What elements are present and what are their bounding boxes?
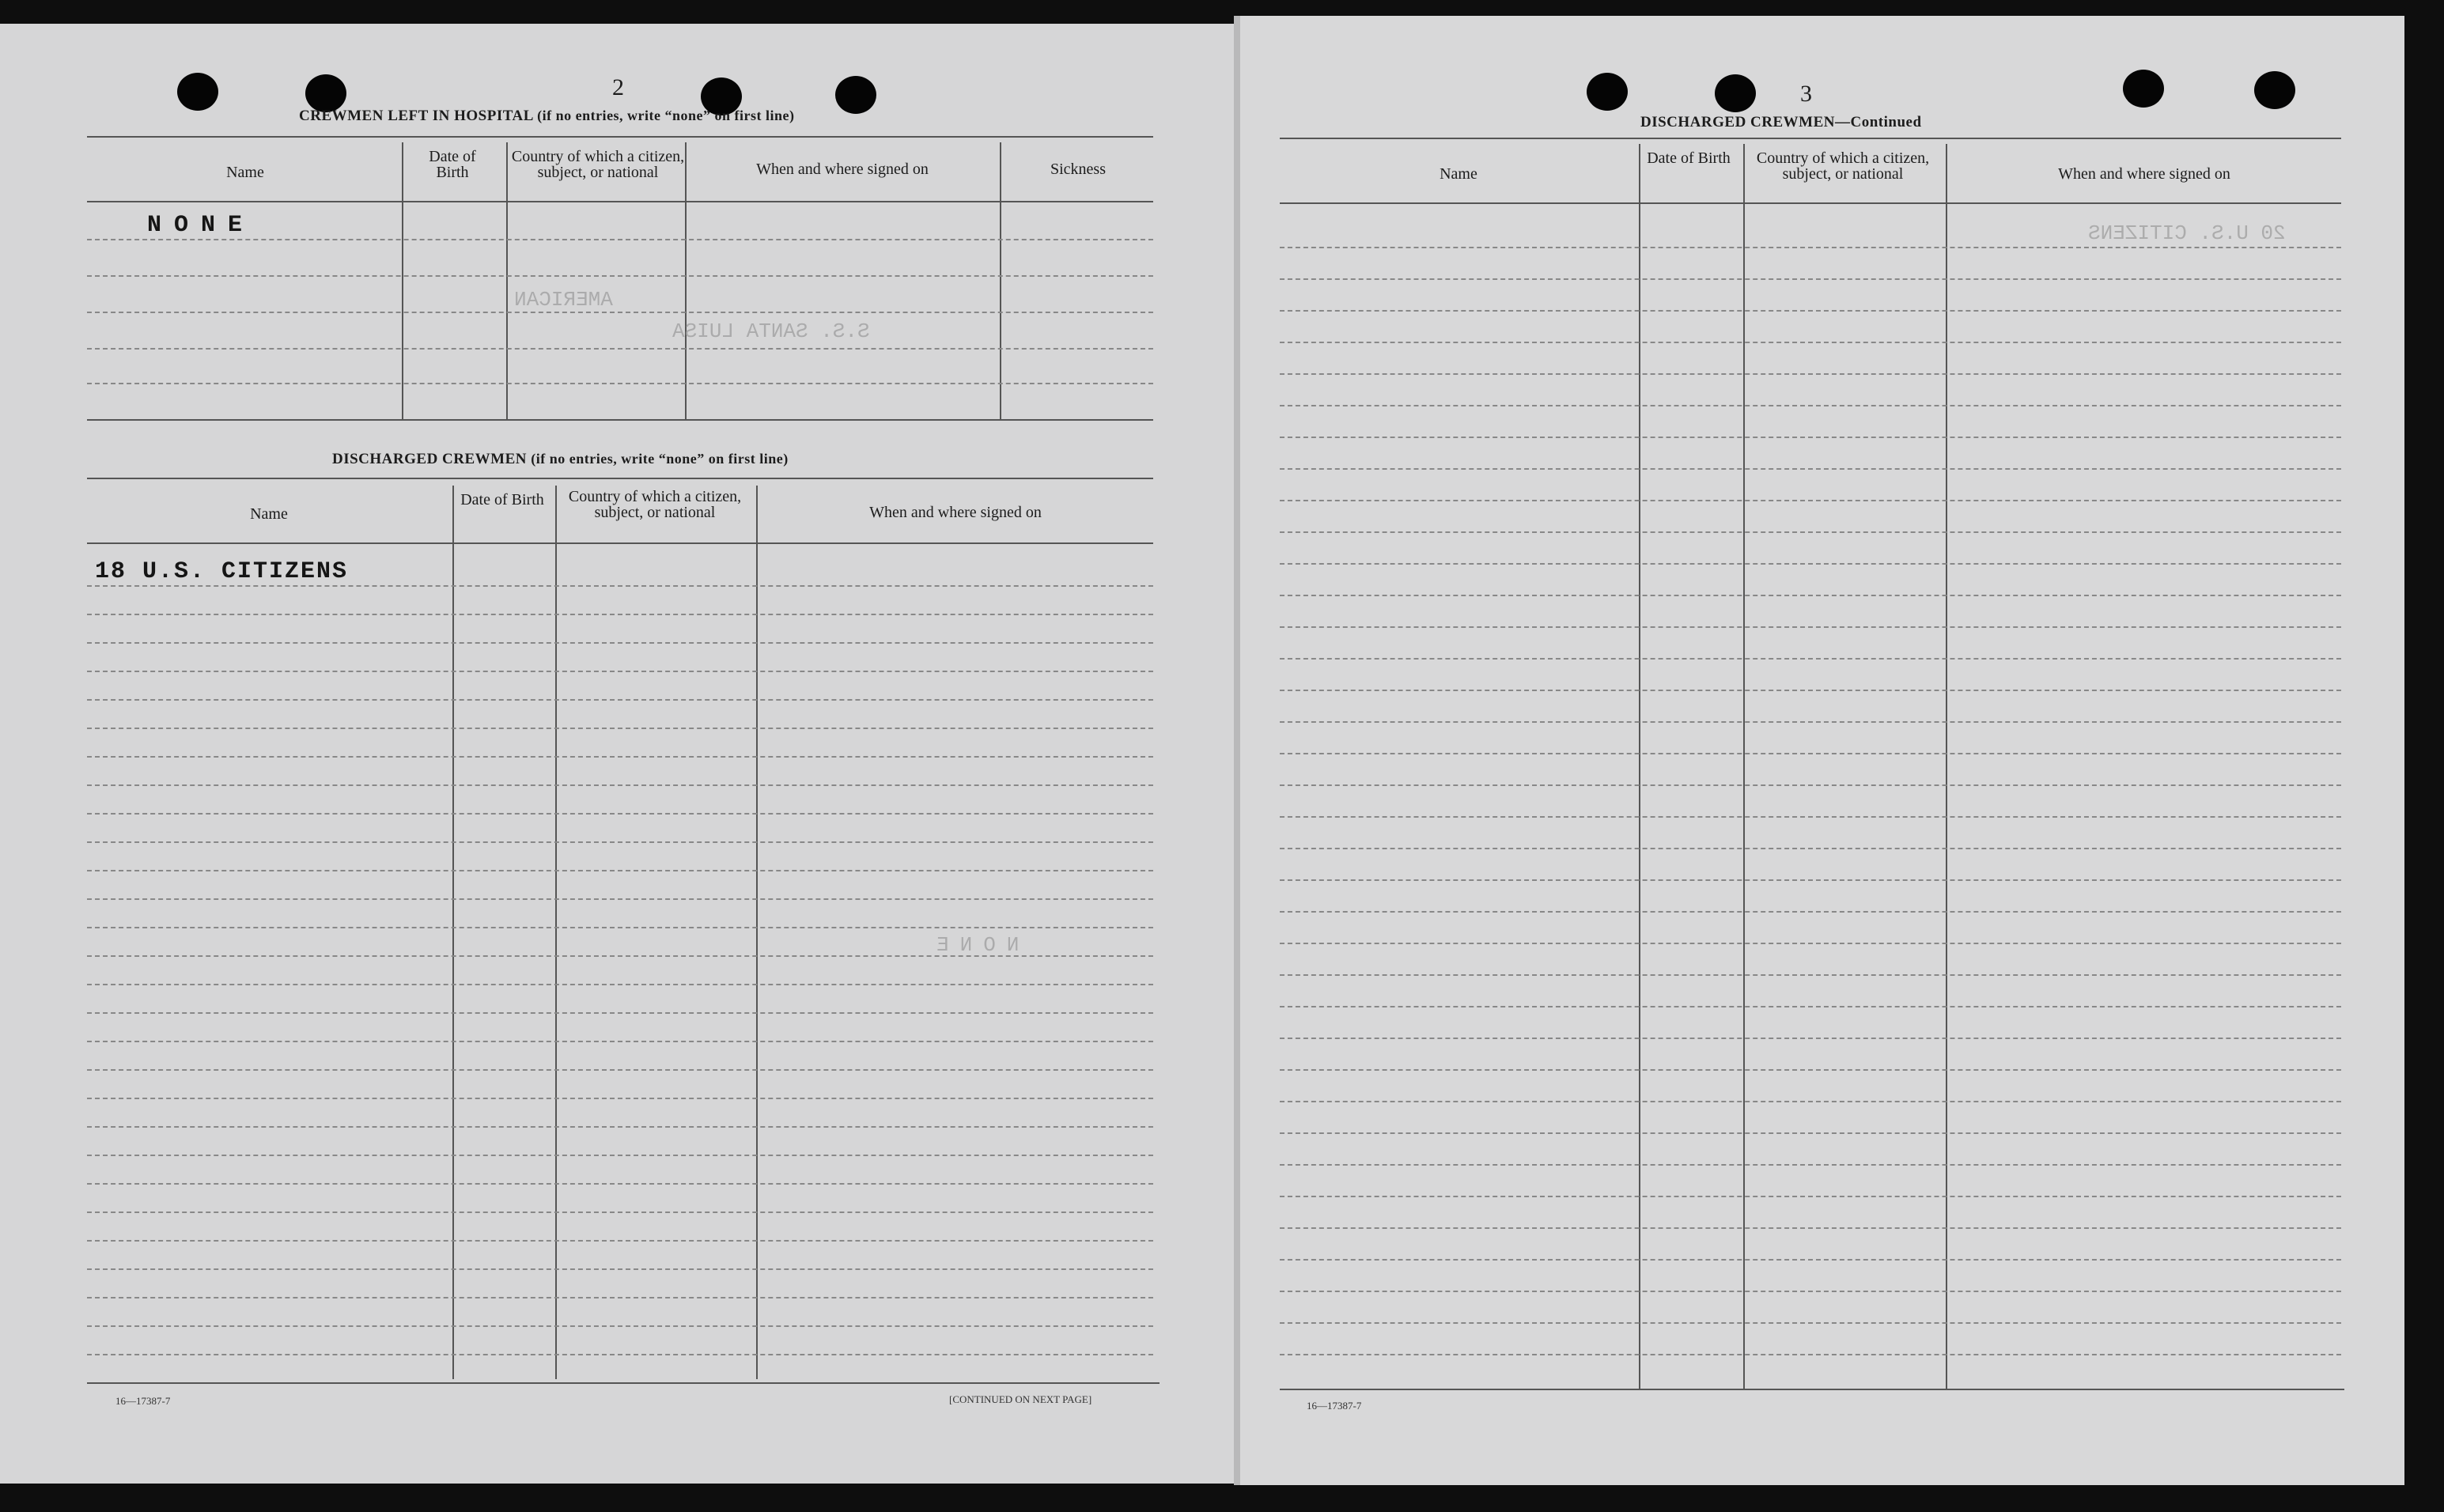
ruled-line (1280, 1227, 2341, 1229)
ruled-line (1280, 816, 2341, 818)
hospital-header-name: Name (226, 164, 264, 181)
ruled-line (1280, 721, 2341, 723)
right-header-name: Name (1440, 165, 1477, 183)
discharged-col-divider (555, 486, 557, 1379)
ruled-line (1280, 974, 2341, 976)
right-col-divider (1743, 144, 1745, 1389)
ruled-line (1280, 1132, 2341, 1134)
hospital-header-signed-on: When and where signed on (756, 161, 929, 178)
ruled-line (87, 642, 1153, 644)
ruled-line (87, 275, 1153, 277)
ruled-line (87, 898, 1153, 900)
ruled-line (87, 870, 1153, 871)
discharged-table-top-rule (87, 478, 1153, 479)
ruled-line (87, 1297, 1153, 1298)
ruled-line (1280, 1196, 2341, 1197)
ruled-line (1280, 848, 2341, 849)
page-number: 2 (612, 74, 624, 100)
discharged-header-dob: Date of Birth (460, 491, 544, 508)
ruled-line (1280, 278, 2341, 280)
ruled-line (87, 348, 1153, 350)
right-header-dob: Date of Birth (1647, 149, 1731, 167)
punch-hole (1715, 74, 1756, 112)
ruled-line (87, 1268, 1153, 1270)
discharged-col-divider (452, 486, 454, 1379)
ruled-line (1280, 753, 2341, 754)
ruled-line (87, 671, 1153, 672)
discharged-header-country: Country of which a citizen, subject, or national (568, 488, 742, 521)
bleed-through-text: S.S. SANTA LUISA (672, 319, 870, 343)
punch-hole (2123, 70, 2164, 108)
discharged-continued-title: DISCHARGED CREWMEN—Continued (1640, 114, 1922, 130)
hospital-table-bottom-rule (87, 419, 1153, 421)
ruled-line (87, 1012, 1153, 1014)
hospital-table-header-rule (87, 201, 1153, 202)
ruled-line (1280, 911, 2341, 913)
discharged-header-signed-on: When and where signed on (869, 504, 1042, 521)
form-number: 16—17387-7 (1307, 1400, 1362, 1412)
ruled-line (87, 1183, 1153, 1185)
discharged-table-bottom-rule (87, 1382, 1160, 1384)
discharged-header-name: Name (250, 505, 288, 523)
right-table-header-rule (1280, 202, 2341, 204)
ruled-line (1280, 247, 2341, 248)
ruled-line (1280, 563, 2341, 565)
hospital-col-divider (402, 142, 403, 419)
ruled-line (87, 312, 1153, 313)
hospital-col-divider (506, 142, 508, 419)
ruled-line (1280, 879, 2341, 881)
continued-note: [CONTINUED ON NEXT PAGE] (949, 1393, 1092, 1405)
ruled-line (1280, 784, 2341, 786)
ruled-line (1280, 437, 2341, 438)
ruled-line (87, 699, 1153, 701)
ruled-line (87, 756, 1153, 758)
hospital-col-divider (1000, 142, 1001, 419)
ruled-line (87, 813, 1153, 815)
ruled-line (87, 585, 1153, 587)
ruled-line (87, 1211, 1153, 1213)
ruled-line (87, 984, 1153, 985)
ruled-line (1280, 1164, 2341, 1166)
ruled-line (87, 1126, 1153, 1128)
ruled-line (87, 614, 1153, 615)
ruled-line (1280, 373, 2341, 375)
ruled-line (87, 841, 1153, 843)
right-header-signed-on: When and where signed on (2058, 165, 2230, 183)
ruled-line (1280, 1006, 2341, 1007)
ruled-line (87, 927, 1153, 928)
ruled-line (87, 1354, 1153, 1355)
ruled-line (1280, 1259, 2341, 1261)
ruled-line (1280, 468, 2341, 470)
hospital-header-sickness: Sickness (1050, 161, 1106, 178)
ruled-line (1280, 1291, 2341, 1292)
ruled-line (1280, 595, 2341, 596)
ruled-line (87, 1155, 1153, 1156)
bleed-through-text: NONE (925, 933, 1020, 957)
left-page (0, 24, 1235, 1484)
right-table-bottom-rule (1280, 1389, 2344, 1390)
ruled-line (1280, 531, 2341, 533)
right-col-divider (1639, 144, 1640, 1389)
hospital-header-dob: Date of Birth (429, 148, 476, 181)
right-header-country: Country of which a citizen, subject, or national (1756, 149, 1930, 183)
punch-hole (177, 73, 218, 111)
discharged-section-title: DISCHARGED CREWMEN (if no entries, write “none” on first line) (332, 451, 789, 467)
ruled-line (87, 239, 1153, 240)
punch-hole (835, 76, 876, 114)
ruled-line (87, 1240, 1153, 1242)
ruled-line (1280, 500, 2341, 501)
punch-hole (305, 74, 346, 112)
ruled-line (1280, 658, 2341, 660)
ruled-line (87, 1325, 1153, 1327)
punch-hole (1587, 73, 1628, 111)
bleed-through-text: 20 U.S. CITIZENS (2088, 221, 2286, 245)
right-table-top-rule (1280, 138, 2341, 139)
hospital-header-country: Country of which a citizen, subject, or national (511, 148, 685, 181)
discharged-col-divider (756, 486, 758, 1379)
ruled-line (1280, 310, 2341, 312)
bleed-through-text: AMERICAN (514, 288, 613, 312)
ruled-line (87, 1041, 1153, 1042)
ruled-line (1280, 1069, 2341, 1071)
ruled-line (87, 383, 1153, 384)
page-number: 3 (1800, 81, 1812, 107)
form-number: 16—17387-7 (115, 1395, 171, 1407)
discharged-entry: 18 U.S. CITIZENS (95, 558, 349, 585)
ruled-line (1280, 1101, 2341, 1102)
ruled-line (87, 1069, 1153, 1071)
discharged-table-header-rule (87, 542, 1153, 544)
right-col-divider (1946, 144, 1947, 1389)
ruled-line (1280, 1322, 2341, 1324)
hospital-table-top-rule (87, 136, 1153, 138)
hospital-section-title: CREWMEN LEFT IN HOSPITAL (if no entries, write “none” on first line) (299, 108, 795, 124)
hospital-entry: NONE (147, 212, 255, 239)
ruled-line (87, 728, 1153, 729)
ruled-line (1280, 626, 2341, 628)
ruled-line (1280, 1038, 2341, 1039)
page-spine (1234, 16, 1240, 1485)
ruled-line (1280, 943, 2341, 944)
ruled-line (1280, 405, 2341, 406)
ruled-line (87, 1098, 1153, 1099)
hospital-col-divider (685, 142, 687, 419)
ruled-line (87, 784, 1153, 786)
punch-hole (2254, 71, 2295, 109)
ruled-line (1280, 342, 2341, 343)
ruled-line (1280, 1354, 2341, 1355)
ruled-line (1280, 690, 2341, 691)
